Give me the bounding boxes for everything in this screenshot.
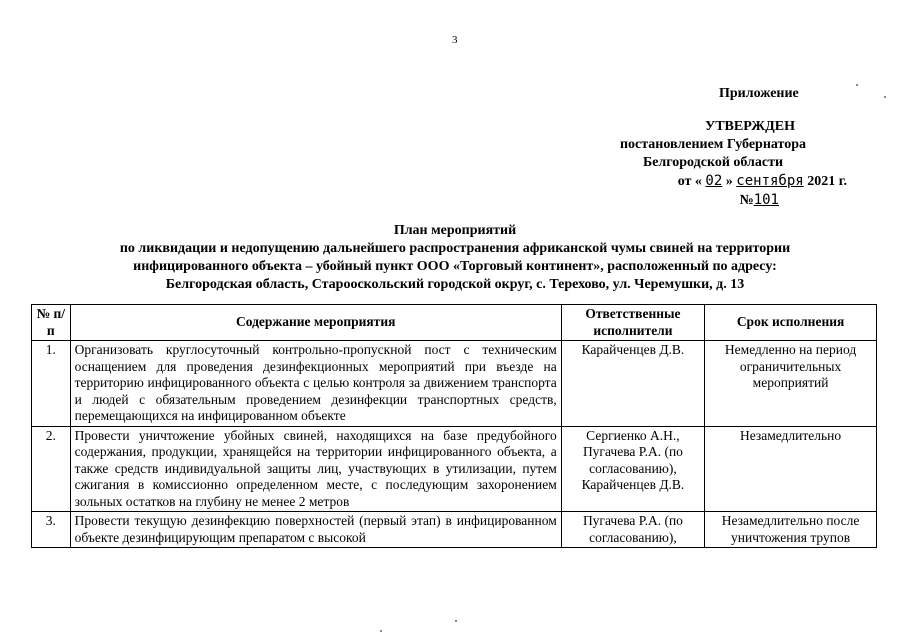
header-responsible: Ответственные исполнители [561, 305, 704, 341]
number-value: 101 [753, 192, 779, 208]
scan-speck [455, 620, 457, 622]
date-year: 2021 г. [807, 174, 847, 189]
row-content: Провести уничтожение убойных свиней, находящихся на базе предубойного содержания, продукции, хранящейся на территории инфицированного объекта, а также средств индивидуальной защиты лиц, участвующих в утилизации, путем сжигания в комиссионно определенном месте, с последующим захоронением зольных остатков на глубину не менее 2 метров [70, 426, 561, 512]
approval-number [527, 191, 847, 210]
plan-title-line3: инфицированного объекта – убойный пункт ООО «Торговый континент», расположенный по адресу: [133, 259, 777, 274]
plan-title-line4: Белгородская область, Старооскольский городской округ, с. Терехово, ул. Черемушки, д. 13 [165, 277, 745, 292]
date-prefix: от « [677, 174, 702, 189]
row-number: 3. [32, 512, 71, 548]
header-deadline: Срок исполнения [705, 305, 877, 341]
date-mid: » [725, 174, 733, 189]
table-row [32, 426, 877, 512]
approval-date [527, 172, 847, 191]
row-number: 1. [32, 341, 71, 427]
measures-table [31, 304, 877, 548]
row-deadline: Незамедлительно после уничтожения трупов [705, 512, 877, 548]
scan-speck [856, 84, 858, 86]
row-content: Организовать круглосуточный контрольно-пропускной пост с техническим оснащением для проведения дезинфекционных мероприятий при въезде на территорию инфицированного объекта с целью контроля за движением транспорта и людей с обязательным проведением дезинфекции транспортных средств, перемещающихся на инфицированном объекте [70, 341, 561, 427]
row-deadline: Немедленно на период ограничительных мероприятий [705, 341, 877, 427]
plan-title-line1: План мероприятий [393, 223, 517, 238]
number-prefix: № [739, 193, 754, 208]
approval-title: УТВЕРЖДЕН [704, 119, 795, 134]
header-content: Содержание мероприятия [70, 305, 561, 341]
table-header-row [32, 305, 877, 341]
row-deadline: Незамедлительно [705, 426, 877, 512]
plan-title-line2: по ликвидации и недопущению дальнейшего распространения африканской чумы свиней на территории [119, 241, 791, 256]
header-number: № п/п [32, 305, 71, 341]
row-number: 2. [32, 426, 71, 512]
table-row [32, 512, 877, 548]
row-responsible: Пугачева Р.А. (по согласованию), [561, 512, 704, 548]
scan-speck [884, 96, 886, 98]
scan-speck [380, 630, 382, 632]
page-number: 3 [452, 34, 458, 46]
table-row [32, 341, 877, 427]
row-responsible: Сергиенко А.Н., Пугачева Р.А. (по согласованию), Карайченцев Д.В. [561, 426, 704, 512]
row-responsible: Карайченцев Д.В. [561, 341, 704, 427]
approval-decree: постановлением Губернатора [619, 137, 807, 152]
date-day: 02 [705, 173, 723, 189]
approval-block [527, 118, 847, 210]
appendix-label: Приложение [719, 86, 799, 101]
plan-title [40, 222, 870, 294]
date-month: сентября [736, 173, 804, 189]
approval-region: Белгородской области [642, 155, 784, 170]
row-content: Провести текущую дезинфекцию поверхностей (первый этап) в инфицированном объекте дезинфицирующим препаратом с высокой [70, 512, 561, 548]
